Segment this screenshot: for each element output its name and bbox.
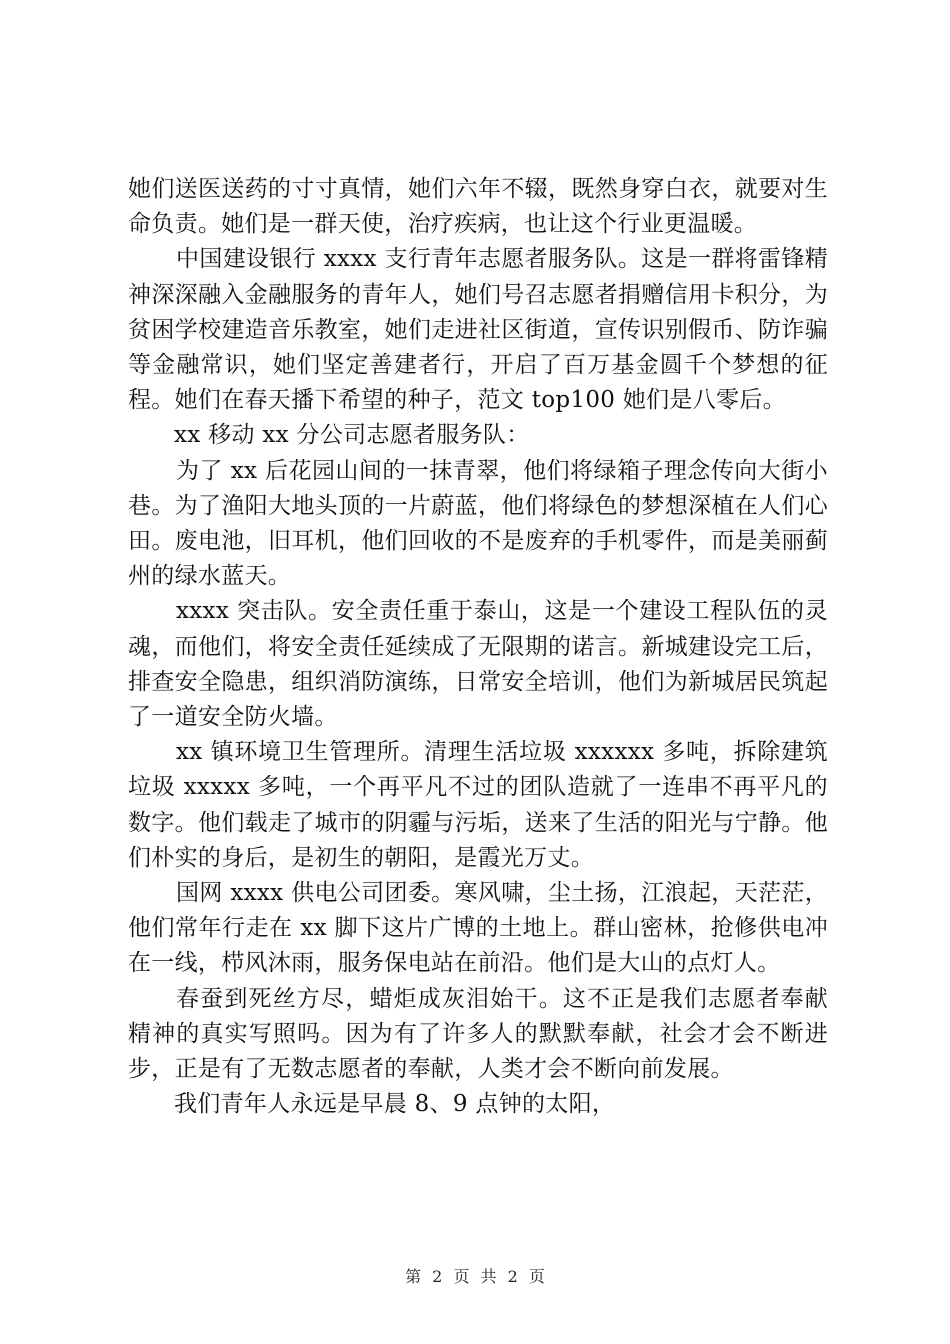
- page-footer: 第 2 页 共 2 页: [405, 1267, 545, 1286]
- paragraph-6: xx 镇环境卫生管理所。清理生活垃圾 xxxxxx 多吨，拆除建筑垃圾 xxxxx 多吨，一个再平凡不过的团队造就了一连串不再平凡的数字。他们载走了城市的阴霾与污垢，送来了生活的阳光与宁静。他们朴实的身后，是初生的朝阳，是霞光万丈。: [128, 739, 828, 871]
- paragraph-7: 国网 xxxx 供电公司团委。寒风啸，尘土扬，江浪起，天茫茫，他们常年行走在 xx 脚下这片广博的土地上。群山密林，抢修供电冲在一线，栉风沐雨，服务保电站在前沿。他们是大山的点灯人。: [128, 880, 828, 977]
- document-body: [128, 172, 828, 1122]
- paragraph-2: 中国建设银行 xxxx 支行青年志愿者服务队。这是一群将雷锋精神深深融入金融服务的青年人，她们号召志愿者捐赠信用卡积分，为贫困学校建造音乐教室，她们走进社区街道，宣传识别假币、防诈骗等金融常识，她们坚定善建者行，开启了百万基金圆千个梦想的征程。她们在春天播下希望的种子，范文 top100 她们是八零后。: [128, 246, 828, 414]
- paragraph-5: xxxx 突击队。安全责任重于泰山，这是一个建设工程队伍的灵魂，而他们，将安全责任延续成了无限期的诺言。新城建设完工后，排查安全隐患，组织消防演练，日常安全培训，他们为新城居民筑起了一道安全防火墙。: [128, 598, 828, 731]
- paragraph-1: 她们送医送药的寸寸真情，她们六年不辍，既然身穿白衣，就要对生命负责。她们是一群天使，治疗疾病，也让这个行业更温暖。: [128, 176, 828, 238]
- paragraph-8: 春蚕到死丝方尽，蜡炬成灰泪始干。这不正是我们志愿者奉献精神的真实写照吗。因为有了许多人的默默奉献，社会才会不断进步，正是有了无数志愿者的奉献，人类才会不断向前发展。: [128, 985, 828, 1083]
- paragraph-4: 为了 xx 后花园山间的一抹青翠，他们将绿箱子理念传向大街小巷。为了渔阳大地头顶的一片蔚蓝，他们将绿色的梦想深植在人们心田。废电池，旧耳机，他们回收的不是废弃的手机零件，而是美丽蓟州的绿水蓝天。: [128, 457, 828, 590]
- paragraph-9: 我们青年人永远是早晨 8、9 点钟的太阳，: [174, 1091, 616, 1118]
- paragraph-3: xx 移动 xx 分公司志愿者服务队：: [174, 422, 530, 449]
